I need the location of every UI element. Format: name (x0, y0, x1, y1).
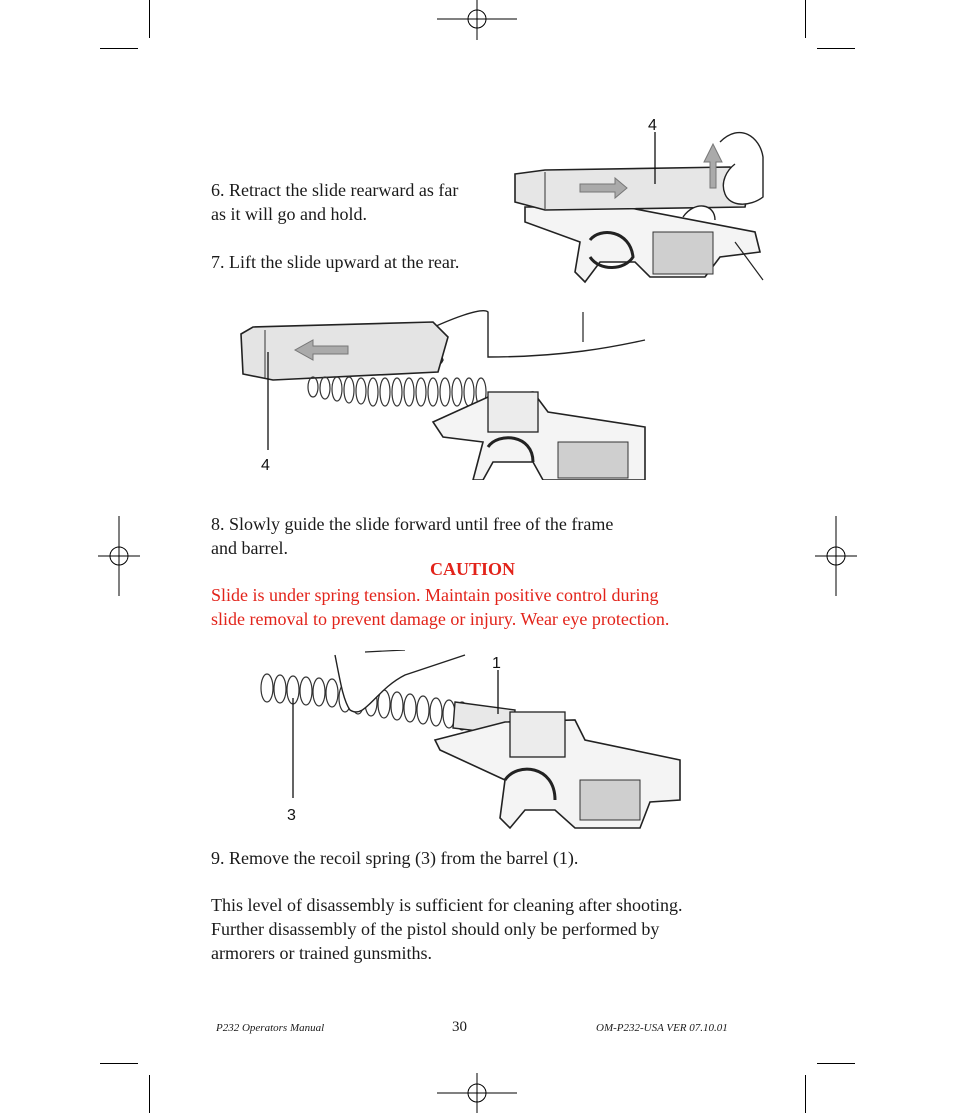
crop-mark (100, 1063, 138, 1064)
crop-mark (805, 0, 806, 38)
step-7: 7. Lift the slide upward at the rear. (211, 252, 460, 272)
figure-slide-lift (505, 112, 765, 287)
closing-line-1: This level of disassembly is sufficient for cleaning after shooting. (211, 895, 683, 915)
step-8-line-1: 8. Slowly guide the slide forward until free of the frame (211, 514, 614, 534)
footer-manual-title: P232 Operators Manual (216, 1022, 325, 1034)
registration-mark-top (437, 0, 517, 40)
caution-body (211, 583, 669, 631)
registration-mark-right (815, 516, 857, 596)
footer-version: OM-P232-USA VER 07.10.01 (596, 1022, 728, 1034)
step-9: 9. Remove the recoil spring (3) from the barrel (1). (211, 848, 579, 868)
closing-line-2: Further disassembly of the pistol should only be performed by (211, 919, 660, 939)
step-6 (211, 178, 458, 226)
step-6-line-1: 6. Retract the slide rearward as far (211, 180, 459, 200)
callout-barrel-1: 1 (492, 655, 501, 672)
registration-mark-left (98, 516, 140, 596)
closing-paragraph (211, 893, 683, 965)
callout-slide-4: 4 (648, 117, 657, 134)
closing-line-3: armorers or trained gunsmiths. (211, 943, 432, 963)
page-number: 30 (452, 1019, 467, 1035)
figure-slide-forward (233, 302, 648, 480)
callout-slide-4: 4 (261, 457, 270, 474)
crop-mark (149, 1075, 150, 1113)
crop-mark (149, 0, 150, 38)
crop-mark (100, 48, 138, 49)
caution-line-2: slide removal to prevent damage or injury. Wear eye protection. (211, 609, 670, 629)
caution-line-1: Slide is under spring tension. Maintain positive control during (211, 585, 659, 605)
step-8 (211, 512, 613, 560)
registration-mark-bottom (437, 1073, 517, 1113)
crop-mark (817, 48, 855, 49)
step-8-line-2: and barrel. (211, 538, 288, 558)
callout-spring-3: 3 (287, 807, 296, 824)
crop-mark (817, 1063, 855, 1064)
figure-remove-spring (255, 650, 685, 830)
step-6-line-2: as it will go and hold. (211, 204, 367, 224)
crop-mark (805, 1075, 806, 1113)
caution-title: CAUTION (430, 559, 516, 579)
